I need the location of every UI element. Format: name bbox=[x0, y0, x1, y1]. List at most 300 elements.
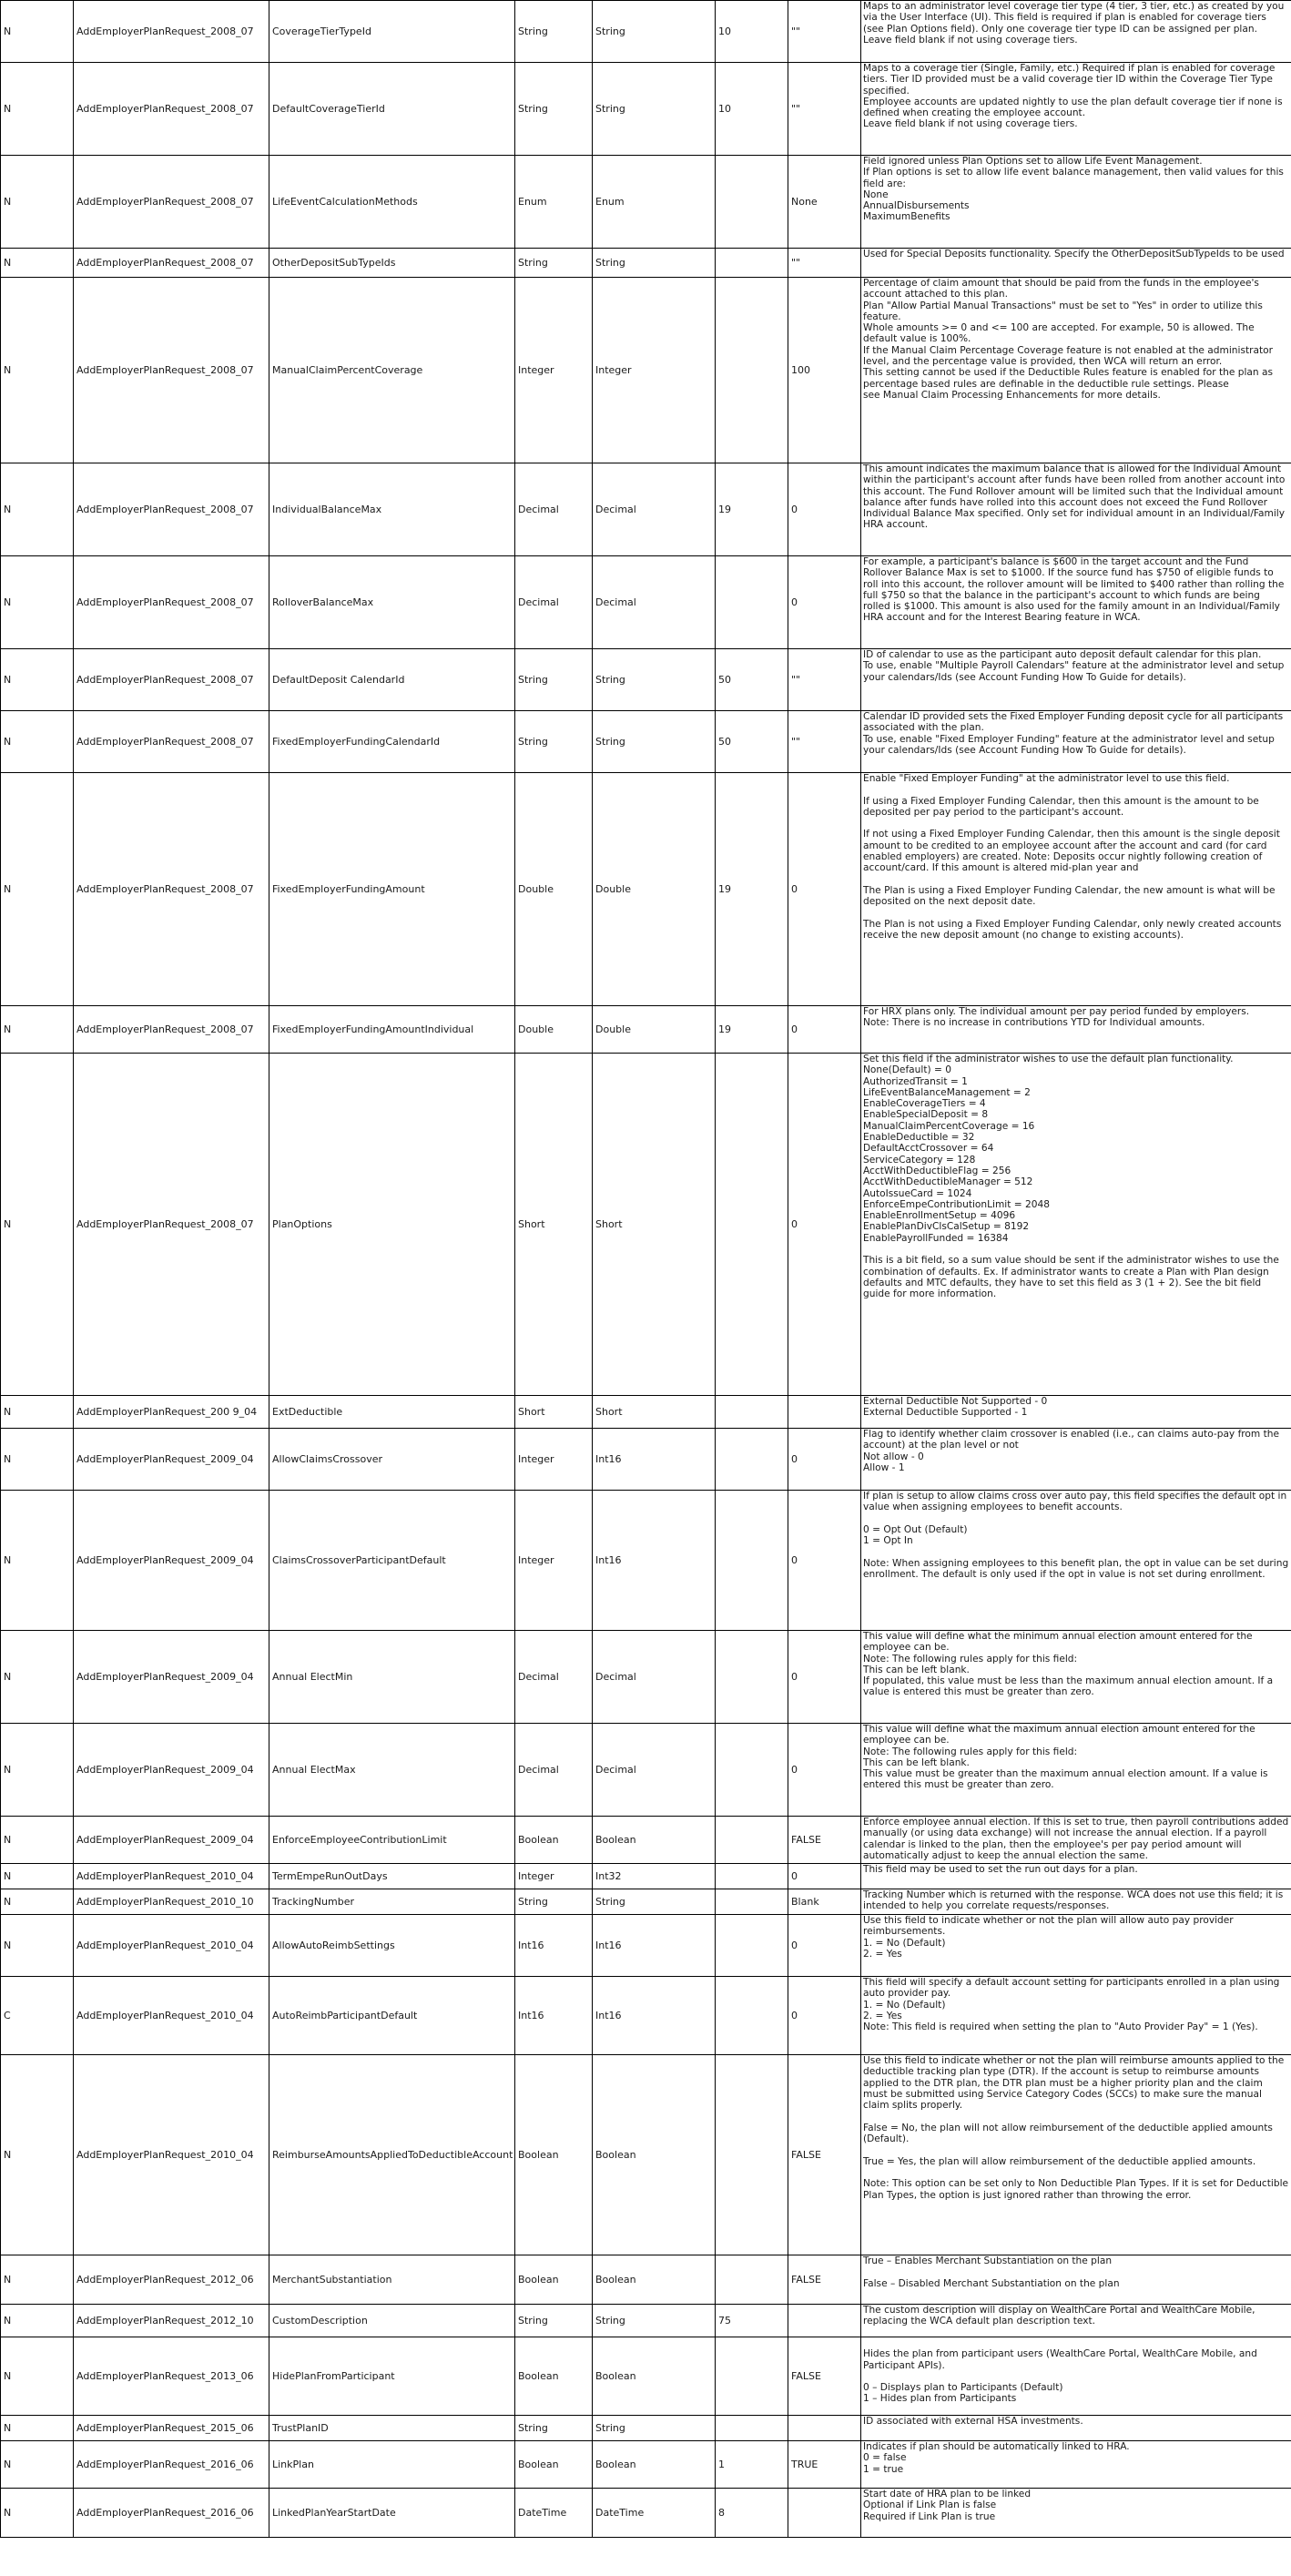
table-cell: 0 bbox=[788, 1915, 861, 1977]
description-line: EnableDeductible = 32 bbox=[863, 1132, 975, 1144]
table-cell: AutoReimbParticipantDefault bbox=[269, 1977, 515, 2055]
table-cell: TRUE bbox=[788, 2441, 861, 2489]
table-cell: 0 bbox=[788, 773, 861, 1006]
description-line: If using a Fixed Employer Funding Calendar, then this amount is the amount to be deposited per pay period to the participant's account. bbox=[863, 795, 1259, 818]
description-line bbox=[863, 818, 1289, 829]
table-cell: N bbox=[1, 249, 74, 278]
table-cell bbox=[716, 1054, 788, 1396]
description-line bbox=[863, 1546, 1289, 1557]
table-cell: N bbox=[1, 2055, 74, 2255]
table-cell: String bbox=[515, 711, 593, 773]
description-line bbox=[863, 1513, 1289, 1524]
table-cell: String bbox=[515, 2305, 593, 2337]
table-row bbox=[1, 1054, 1291, 1396]
description-line: AutoIssueCard = 1024 bbox=[863, 1187, 972, 1199]
description-cell bbox=[861, 2416, 1291, 2441]
description-line: This value will define what the maximum annual election amount entered for the employee can be. bbox=[863, 1724, 1255, 1746]
description-cell bbox=[861, 1, 1291, 63]
description-line: 0 – Displays plan to Participants (Default) bbox=[863, 2382, 1063, 2394]
table-cell: LinkPlan bbox=[269, 2441, 515, 2489]
description-line: Use this field to indicate whether or not the plan will reimburse amounts applied to the deductible tracking plan type (DTR). If the account is setup to reimburse amounts applied to the DTR plan, the DTR plan must be a higher priority plan and the claim must be submitted using Service Category Codes (SCCs) to make sure the manual claim splits properly. bbox=[863, 2055, 1285, 2112]
description-line: 1 = true bbox=[863, 2463, 904, 2475]
table-cell: N bbox=[1, 1817, 74, 1864]
table-cell: 0 bbox=[788, 1724, 861, 1817]
table-cell: Double bbox=[515, 773, 593, 1006]
description-line: To use, enable "Fixed Employer Funding" feature at the administrator level and setup your calendars/Ids (see Account Funding How To Guide for details). bbox=[863, 733, 1275, 756]
table-cell: AddEmployerPlanRequest_2009_04 bbox=[74, 1429, 269, 1491]
description-cell bbox=[861, 1817, 1291, 1864]
table-cell: Int16 bbox=[515, 1915, 593, 1977]
table-cell: AllowClaimsCrossover bbox=[269, 1429, 515, 1491]
description-cell bbox=[861, 556, 1291, 649]
table-cell: Integer bbox=[515, 1491, 593, 1631]
table-cell: Integer bbox=[515, 1429, 593, 1491]
table-cell: Int16 bbox=[593, 1429, 716, 1491]
table-cell: N bbox=[1, 156, 74, 249]
table-cell: Boolean bbox=[593, 1817, 716, 1864]
table-cell: AddEmployerPlanRequest_2016_06 bbox=[74, 2441, 269, 2489]
table-cell: TermEmpeRunOutDays bbox=[269, 1864, 515, 1889]
description-line: This value must be greater than the maximum annual election amount. If a value is entered this must be greater than zero. bbox=[863, 1768, 1268, 1791]
description-line: AcctWithDeductibleFlag = 256 bbox=[863, 1165, 1011, 1176]
table-cell: 0 bbox=[788, 1631, 861, 1724]
table-cell: Boolean bbox=[515, 2441, 593, 2489]
table-cell: "" bbox=[788, 1, 861, 63]
description-line: MaximumBenefits bbox=[863, 211, 950, 223]
table-cell bbox=[788, 1396, 861, 1429]
description-line: EnablePayrollFunded = 16384 bbox=[863, 1232, 1009, 1244]
description-line: Maps to an administrator level coverage tier type (4 tier, 3 tier, etc.) as created by you via the User Interface (UI). This field is required if plan is enabled for coverage tiers (see Plan Options field). Only one coverage tier type ID can be assigned per plan. bbox=[863, 1, 1285, 35]
table-cell: AddEmployerPlanRequest_2008_07 bbox=[74, 278, 269, 463]
description-line: None bbox=[863, 188, 889, 200]
table-cell: DateTime bbox=[515, 2489, 593, 2538]
table-cell bbox=[716, 1817, 788, 1864]
table-cell: AddEmployerPlanRequest_2008_07 bbox=[74, 556, 269, 649]
table-cell bbox=[716, 556, 788, 649]
table-cell: CustomDescription bbox=[269, 2305, 515, 2337]
table-cell: Decimal bbox=[593, 1631, 716, 1724]
description-cell bbox=[861, 1054, 1291, 1396]
table-cell: AddEmployerPlanRequest_2010_04 bbox=[74, 1977, 269, 2055]
table-cell bbox=[788, 2416, 861, 2441]
table-cell bbox=[788, 2305, 861, 2337]
table-cell: Short bbox=[593, 1054, 716, 1396]
table-cell: 19 bbox=[716, 773, 788, 1006]
table-cell: N bbox=[1, 1724, 74, 1817]
description-line: If populated, this value must be less than the maximum annual election amount. If a value is entered this must be greater than zero. bbox=[863, 1675, 1274, 1698]
description-line: This can be left blank. bbox=[863, 1664, 970, 1675]
table-cell bbox=[716, 2055, 788, 2255]
table-row bbox=[1, 1817, 1291, 1864]
table-cell bbox=[716, 2255, 788, 2305]
description-cell bbox=[861, 1889, 1291, 1915]
table-cell: N bbox=[1, 1396, 74, 1429]
table-cell: AddEmployerPlanRequest_2008_07 bbox=[74, 156, 269, 249]
description-line: Calendar ID provided sets the Fixed Employer Funding deposit cycle for all participants associated with the plan. bbox=[863, 711, 1284, 734]
table-cell: Boolean bbox=[515, 2337, 593, 2416]
description-cell bbox=[861, 2441, 1291, 2489]
description-line: AcctWithDeductibleManager = 512 bbox=[863, 1176, 1033, 1188]
table-cell: N bbox=[1, 2337, 74, 2416]
table-cell: Decimal bbox=[515, 1631, 593, 1724]
table-row bbox=[1, 1429, 1291, 1491]
description-cell bbox=[861, 2337, 1291, 2416]
table-cell: String bbox=[593, 249, 716, 278]
description-cell bbox=[861, 63, 1291, 156]
description-cell bbox=[861, 1915, 1291, 1977]
table-row bbox=[1, 1396, 1291, 1429]
description-line bbox=[863, 2167, 1289, 2178]
description-line: If the Manual Claim Percentage Coverage feature is not enabled at the administrator level, and the percentage value is provided, then WCA will return an error. bbox=[863, 344, 1273, 368]
description-line: EnablePlanDivClsCalSetup = 8192 bbox=[863, 1221, 1030, 1233]
table-cell: Double bbox=[515, 1006, 593, 1054]
table-cell: OtherDepositSubTypeIds bbox=[269, 249, 515, 278]
description-line: AnnualDisbursements bbox=[863, 200, 970, 212]
table-cell: Int16 bbox=[593, 1977, 716, 2055]
table-cell: Short bbox=[593, 1396, 716, 1429]
description-cell bbox=[861, 1631, 1291, 1724]
table-cell: N bbox=[1, 2489, 74, 2538]
description-cell bbox=[861, 1864, 1291, 1889]
table-cell: Decimal bbox=[593, 556, 716, 649]
description-cell bbox=[861, 249, 1291, 278]
table-cell: N bbox=[1, 2255, 74, 2305]
table-cell: Integer bbox=[515, 1864, 593, 1889]
table-cell: 0 bbox=[788, 1977, 861, 2055]
description-line: None(Default) = 0 bbox=[863, 1064, 951, 1076]
table-cell: 0 bbox=[788, 463, 861, 556]
description-line: AuthorizedTransit = 1 bbox=[863, 1075, 968, 1087]
table-cell: N bbox=[1, 1864, 74, 1889]
table-cell: Boolean bbox=[593, 2337, 716, 2416]
table-cell: None bbox=[788, 156, 861, 249]
description-line: Use this field to indicate whether or not the plan will allow auto pay provider reimbursements. bbox=[863, 1915, 1234, 1938]
description-line: If Plan options is set to allow life event balance management, then valid values for this field are: bbox=[863, 167, 1284, 189]
table-cell: N bbox=[1, 1631, 74, 1724]
description-line: To use, enable "Multiple Payroll Calendars" feature at the administrator level and setup your calendars/Ids (see Account Funding How To Guide for details). bbox=[863, 660, 1285, 683]
description-line: Set this field if the administrator wishes to use the default plan functionality. bbox=[863, 1054, 1234, 1064]
table-cell: AddEmployerPlanRequest_2008_07 bbox=[74, 1054, 269, 1396]
description-line bbox=[863, 2266, 1289, 2277]
description-line: Employee accounts are updated nightly to use the plan default coverage tier if none is defined when creating the employee account. bbox=[863, 96, 1283, 119]
description-line: LifeEventBalanceManagement = 2 bbox=[863, 1086, 1031, 1098]
description-line: ID associated with external HSA investments. bbox=[863, 2416, 1083, 2427]
description-line: This value will define what the minimum annual election amount entered for the employee can be. bbox=[863, 1631, 1253, 1654]
description-line bbox=[863, 874, 1289, 885]
table-cell: 19 bbox=[716, 1006, 788, 1054]
table-cell: N bbox=[1, 649, 74, 711]
table-cell: Decimal bbox=[515, 556, 593, 649]
table-cell: 1 bbox=[716, 2441, 788, 2489]
table-cell: Decimal bbox=[515, 1724, 593, 1817]
description-cell bbox=[861, 1396, 1291, 1429]
table-cell: Short bbox=[515, 1054, 593, 1396]
table-cell: String bbox=[593, 2416, 716, 2441]
table-cell: "" bbox=[788, 249, 861, 278]
table-cell: String bbox=[515, 649, 593, 711]
table-cell: TrustPlanID bbox=[269, 2416, 515, 2441]
table-row bbox=[1, 278, 1291, 463]
table-cell: N bbox=[1, 463, 74, 556]
description-line: Note: When assigning employees to this benefit plan, the opt in value can be set during enrollment. The default is only used if the opt in value is not set during enrollment. bbox=[863, 1557, 1289, 1581]
table-cell: Int32 bbox=[593, 1864, 716, 1889]
table-cell: AddEmployerPlanRequest_2008_07 bbox=[74, 63, 269, 156]
table-cell: AddEmployerPlanRequest_2008_07 bbox=[74, 773, 269, 1006]
table-row bbox=[1, 2305, 1291, 2337]
table-cell: N bbox=[1, 1915, 74, 1977]
description-line: 0 = Opt Out (Default) bbox=[863, 1523, 968, 1535]
description-line bbox=[863, 2371, 1289, 2382]
table-cell: AddEmployerPlanRequest_2010_04 bbox=[74, 1915, 269, 1977]
description-line: Percentage of claim amount that should be paid from the funds in the employee's account attached to this plan. bbox=[863, 278, 1259, 300]
table-cell: AddEmployerPlanRequest_2009_04 bbox=[74, 1631, 269, 1724]
description-line bbox=[863, 2144, 1289, 2155]
table-row bbox=[1, 711, 1291, 773]
description-line: DefaultAcctCrossover = 64 bbox=[863, 1143, 994, 1155]
table-cell: FixedEmployerFundingAmount bbox=[269, 773, 515, 1006]
description-cell bbox=[861, 2055, 1291, 2255]
table-cell: AddEmployerPlanRequest_200 9_04 bbox=[74, 1396, 269, 1429]
table-cell: AddEmployerPlanRequest_2008_07 bbox=[74, 649, 269, 711]
description-cell bbox=[861, 156, 1291, 249]
description-cell bbox=[861, 463, 1291, 556]
description-cell bbox=[861, 1977, 1291, 2055]
description-line: Start date of HRA plan to be linked bbox=[863, 2489, 1032, 2500]
table-cell: String bbox=[515, 1889, 593, 1915]
description-cell bbox=[861, 1491, 1291, 1631]
description-line: Leave field blank if not using coverage tiers. bbox=[863, 34, 1078, 46]
table-row bbox=[1, 2416, 1291, 2441]
table-cell: N bbox=[1, 1429, 74, 1491]
description-line: Note: This option can be set only to Non Deductible Plan Types. If it is set for Deductible Plan Types, the option is just ignored rather than throwing the error. bbox=[863, 2178, 1289, 2201]
description-line: False = No, the plan will not allow reimbursement of the deductible applied amounts (Default). bbox=[863, 2122, 1273, 2145]
description-line: The custom description will display on WealthCare Portal and WealthCare Mobile, replacing the WCA default plan description text. bbox=[863, 2305, 1255, 2327]
table-cell: Boolean bbox=[515, 2255, 593, 2305]
table-cell: AddEmployerPlanRequest_2015_06 bbox=[74, 2416, 269, 2441]
table-cell: DefaultCoverageTierId bbox=[269, 63, 515, 156]
table-cell: Short bbox=[515, 1396, 593, 1429]
description-cell bbox=[861, 1006, 1291, 1054]
table-row bbox=[1, 63, 1291, 156]
description-line: Indicates if plan should be automatically linked to HRA. bbox=[863, 2441, 1130, 2452]
table-cell: FALSE bbox=[788, 1817, 861, 1864]
table-cell: String bbox=[515, 63, 593, 156]
description-line: Flag to identify whether claim crossover is enabled (i.e., can claims auto-pay from the account) at the plan level or not bbox=[863, 1429, 1279, 1451]
table-cell bbox=[716, 249, 788, 278]
description-line: The Plan is not using a Fixed Employer Funding Calendar, only newly created accounts receive the new deposit amount (no change to existing accounts). bbox=[863, 918, 1282, 942]
table-cell bbox=[716, 2416, 788, 2441]
table-cell: 0 bbox=[788, 1429, 861, 1491]
table-cell: N bbox=[1, 1054, 74, 1396]
table-cell bbox=[716, 156, 788, 249]
table-cell: Decimal bbox=[593, 1724, 716, 1817]
table-cell bbox=[716, 1977, 788, 2055]
description-line: If plan is setup to allow claims cross over auto pay, this field specifies the default opt in value when assigning employees to benefit accounts. bbox=[863, 1491, 1287, 1513]
table-cell: AddEmployerPlanRequest_2013_06 bbox=[74, 2337, 269, 2416]
table-cell: N bbox=[1, 63, 74, 156]
table-cell: 75 bbox=[716, 2305, 788, 2337]
table-cell: N bbox=[1, 1, 74, 63]
description-line: True – Enables Merchant Substantiation on the plan bbox=[863, 2255, 1113, 2266]
description-cell bbox=[861, 2489, 1291, 2538]
description-line: Note: The following rules apply for this field: bbox=[863, 1653, 1078, 1665]
description-line: 2. = Yes bbox=[863, 2010, 902, 2021]
table-cell: AddEmployerPlanRequest_2008_07 bbox=[74, 1006, 269, 1054]
table-cell: DefaultDeposit CalendarId bbox=[269, 649, 515, 711]
table-cell: ExtDeductible bbox=[269, 1396, 515, 1429]
description-line bbox=[863, 2111, 1289, 2122]
table-cell: Boolean bbox=[515, 1817, 593, 1864]
table-row bbox=[1, 1864, 1291, 1889]
table-cell: PlanOptions bbox=[269, 1054, 515, 1396]
table-cell: AddEmployerPlanRequest_2016_06 bbox=[74, 2489, 269, 2538]
table-row bbox=[1, 2255, 1291, 2305]
description-line bbox=[863, 2337, 1289, 2348]
table-cell: Double bbox=[593, 1006, 716, 1054]
description-cell bbox=[861, 2255, 1291, 2305]
description-line: This amount indicates the maximum balance that is allowed for the Individual Amount within the participant's account after funds have been rolled from another account into this account. The Fund Rollover amount will be limited such that the Individual amount balance after funds have rolled into this account does not exceed the Fund Rollover Individual Balance Max specified. Only set for individual amount in an Individual/Family HRA account. bbox=[863, 463, 1286, 531]
description-line: 1 = Opt In bbox=[863, 1535, 913, 1547]
table-cell: 0 bbox=[788, 556, 861, 649]
description-line: For example, a participant's balance is $600 in the target account and the Fund Rollover Balance Max is set to $1000. If the source fund has $750 of eligible funds to roll into this account, the rollover amount will be limited to $400 rather than rolling the full $750 so that the balance in the participant's account to which funds are being rolled is $1000. This amount is also used for the family amount in an Individual/Family HRA account and for the Interest Bearing feature in WCA. bbox=[863, 556, 1285, 624]
description-line: Required if Link Plan is true bbox=[863, 2510, 996, 2522]
table-cell: IndividualBalanceMax bbox=[269, 463, 515, 556]
description-line: Enable "Fixed Employer Funding" at the administrator level to use this field. bbox=[863, 773, 1230, 784]
table-row bbox=[1, 556, 1291, 649]
table-row bbox=[1, 1006, 1291, 1054]
table-cell: N bbox=[1, 1889, 74, 1915]
table-cell bbox=[716, 1915, 788, 1977]
table-cell: N bbox=[1, 2416, 74, 2441]
description-line: True = Yes, the plan will allow reimbursement of the deductible applied amounts. bbox=[863, 2155, 1256, 2167]
table-cell: Decimal bbox=[593, 463, 716, 556]
table-cell: C bbox=[1, 1977, 74, 2055]
table-cell: N bbox=[1, 1006, 74, 1054]
table-cell: Int16 bbox=[515, 1977, 593, 2055]
description-cell bbox=[861, 278, 1291, 463]
table-cell: AllowAutoReimbSettings bbox=[269, 1915, 515, 1977]
table-cell: Double bbox=[593, 773, 716, 1006]
description-line: 1. = No (Default) bbox=[863, 1999, 946, 2011]
description-cell bbox=[861, 1724, 1291, 1817]
description-cell bbox=[861, 711, 1291, 773]
table-cell: String bbox=[593, 2305, 716, 2337]
table-cell: AddEmployerPlanRequest_2008_07 bbox=[74, 1, 269, 63]
description-line: This field may be used to set the run out days for a plan. bbox=[863, 1864, 1138, 1875]
table-cell: FALSE bbox=[788, 2337, 861, 2416]
table-cell: String bbox=[593, 711, 716, 773]
table-row bbox=[1, 1915, 1291, 1977]
table-cell: N bbox=[1, 773, 74, 1006]
table-cell: "" bbox=[788, 649, 861, 711]
table-row bbox=[1, 1, 1291, 63]
table-cell: DateTime bbox=[593, 2489, 716, 2538]
table-cell: Boolean bbox=[593, 2255, 716, 2305]
table-cell: 10 bbox=[716, 1, 788, 63]
table-cell: Enum bbox=[515, 156, 593, 249]
table-cell: String bbox=[515, 249, 593, 278]
table-cell: Boolean bbox=[515, 2055, 593, 2255]
table-cell: Int16 bbox=[593, 1491, 716, 1631]
table-cell: HidePlanFromParticipant bbox=[269, 2337, 515, 2416]
description-cell bbox=[861, 1429, 1291, 1491]
description-line: If not using a Fixed Employer Funding Calendar, then this amount is the single deposit amount to be credited to an employee account after the account and card (for card enabled employers) are created. Note: Deposits occur nightly following creation of account/card. If this amount is altered mid-plan year and bbox=[863, 829, 1280, 874]
description-line: False – Disabled Merchant Substantiation on the plan bbox=[863, 2277, 1120, 2289]
table-cell: AddEmployerPlanRequest_2010_10 bbox=[74, 1889, 269, 1915]
table-cell bbox=[788, 2489, 861, 2538]
description-line: This is a bit field, so a sum value should be sent if the administrator wishes to use the combination of defaults. Ex. If administrator wants to create a Plan with Plan design defaults and MTC defaults, they have to set this field as 3 (1 + 2). See the bit field guide for more information. bbox=[863, 1255, 1279, 1300]
table-cell: N bbox=[1, 278, 74, 463]
table-cell: Int16 bbox=[593, 1915, 716, 1977]
table-cell bbox=[716, 1631, 788, 1724]
table-cell: AddEmployerPlanRequest_2012_10 bbox=[74, 2305, 269, 2337]
description-line: Note: This field is required when setting the plan to "Auto Provider Pay" = 1 (Yes). bbox=[863, 2021, 1258, 2033]
table-cell: AddEmployerPlanRequest_2010_04 bbox=[74, 1864, 269, 1889]
table-cell bbox=[716, 1889, 788, 1915]
table-cell: TrackingNumber bbox=[269, 1889, 515, 1915]
description-cell bbox=[861, 2305, 1291, 2337]
table-cell: Integer bbox=[515, 278, 593, 463]
description-line: see Manual Claim Processing Enhancements for more details. bbox=[863, 389, 1161, 401]
table-cell: AddEmployerPlanRequest_2009_04 bbox=[74, 1817, 269, 1864]
table-cell: ReimburseAmountsAppliedToDeductibleAccount bbox=[269, 2055, 515, 2255]
description-line: Not allow - 0 bbox=[863, 1451, 924, 1462]
table-cell: String bbox=[593, 63, 716, 156]
table-cell: N bbox=[1, 1491, 74, 1631]
table-cell: 19 bbox=[716, 463, 788, 556]
description-line: This setting cannot be used if the Deductible Rules feature is enabled for the plan as percentage based rules are definable in the deductible rule settings. Please bbox=[863, 367, 1274, 390]
table-cell: "" bbox=[788, 711, 861, 773]
table-cell: 0 bbox=[788, 1054, 861, 1396]
table-cell: Blank bbox=[788, 1889, 861, 1915]
table-cell: 50 bbox=[716, 711, 788, 773]
table-cell: FALSE bbox=[788, 2255, 861, 2305]
table-cell: FALSE bbox=[788, 2055, 861, 2255]
description-line bbox=[863, 908, 1289, 919]
description-line: 0 = false bbox=[863, 2452, 907, 2464]
table-cell: ClaimsCrossoverParticipantDefault bbox=[269, 1491, 515, 1631]
description-line: Tracking Number which is returned with the response. WCA does not use this field; it is intended to help you correlate requests/responses. bbox=[863, 1889, 1284, 1912]
description-line: 1 – Hides plan from Participants bbox=[863, 2393, 1017, 2405]
table-cell: String bbox=[515, 1, 593, 63]
description-line: Plan "Allow Partial Manual Transactions" must be set to "Yes" in order to utilize this feature. bbox=[863, 300, 1263, 322]
description-line: This can be left blank. bbox=[863, 1756, 970, 1768]
table-cell: Integer bbox=[593, 278, 716, 463]
table-cell: AddEmployerPlanRequest_2012_06 bbox=[74, 2255, 269, 2305]
table-cell: AddEmployerPlanRequest_2008_07 bbox=[74, 463, 269, 556]
description-line: Hides the plan from participant users (WealthCare Portal, WealthCare Mobile, and Participant APIs). bbox=[863, 2348, 1257, 2371]
table-cell: LinkedPlanYearStartDate bbox=[269, 2489, 515, 2538]
table-row bbox=[1, 2489, 1291, 2538]
description-line: Whole amounts >= 0 and <= 100 are accepted. For example, 50 is allowed. The default value is 100%. bbox=[863, 322, 1255, 345]
table-cell: 0 bbox=[788, 1006, 861, 1054]
table-cell: RolloverBalanceMax bbox=[269, 556, 515, 649]
table-row bbox=[1, 2337, 1291, 2416]
table-cell: 8 bbox=[716, 2489, 788, 2538]
table-cell: String bbox=[593, 1, 716, 63]
table-row bbox=[1, 2055, 1291, 2255]
table-cell: AddEmployerPlanRequest_2008_07 bbox=[74, 249, 269, 278]
table-cell: AddEmployerPlanRequest_2009_04 bbox=[74, 1724, 269, 1817]
description-line: This field will specify a default account setting for participants enrolled in a plan using auto provider pay. bbox=[863, 1977, 1280, 2000]
table-row bbox=[1, 1977, 1291, 2055]
table-cell: AddEmployerPlanRequest_2009_04 bbox=[74, 1491, 269, 1631]
table-row bbox=[1, 649, 1291, 711]
table-cell: Annual ElectMin bbox=[269, 1631, 515, 1724]
description-line: EnforceEmpeContributionLimit = 2048 bbox=[863, 1198, 1050, 1210]
table-cell: String bbox=[593, 649, 716, 711]
table-row bbox=[1, 1631, 1291, 1724]
